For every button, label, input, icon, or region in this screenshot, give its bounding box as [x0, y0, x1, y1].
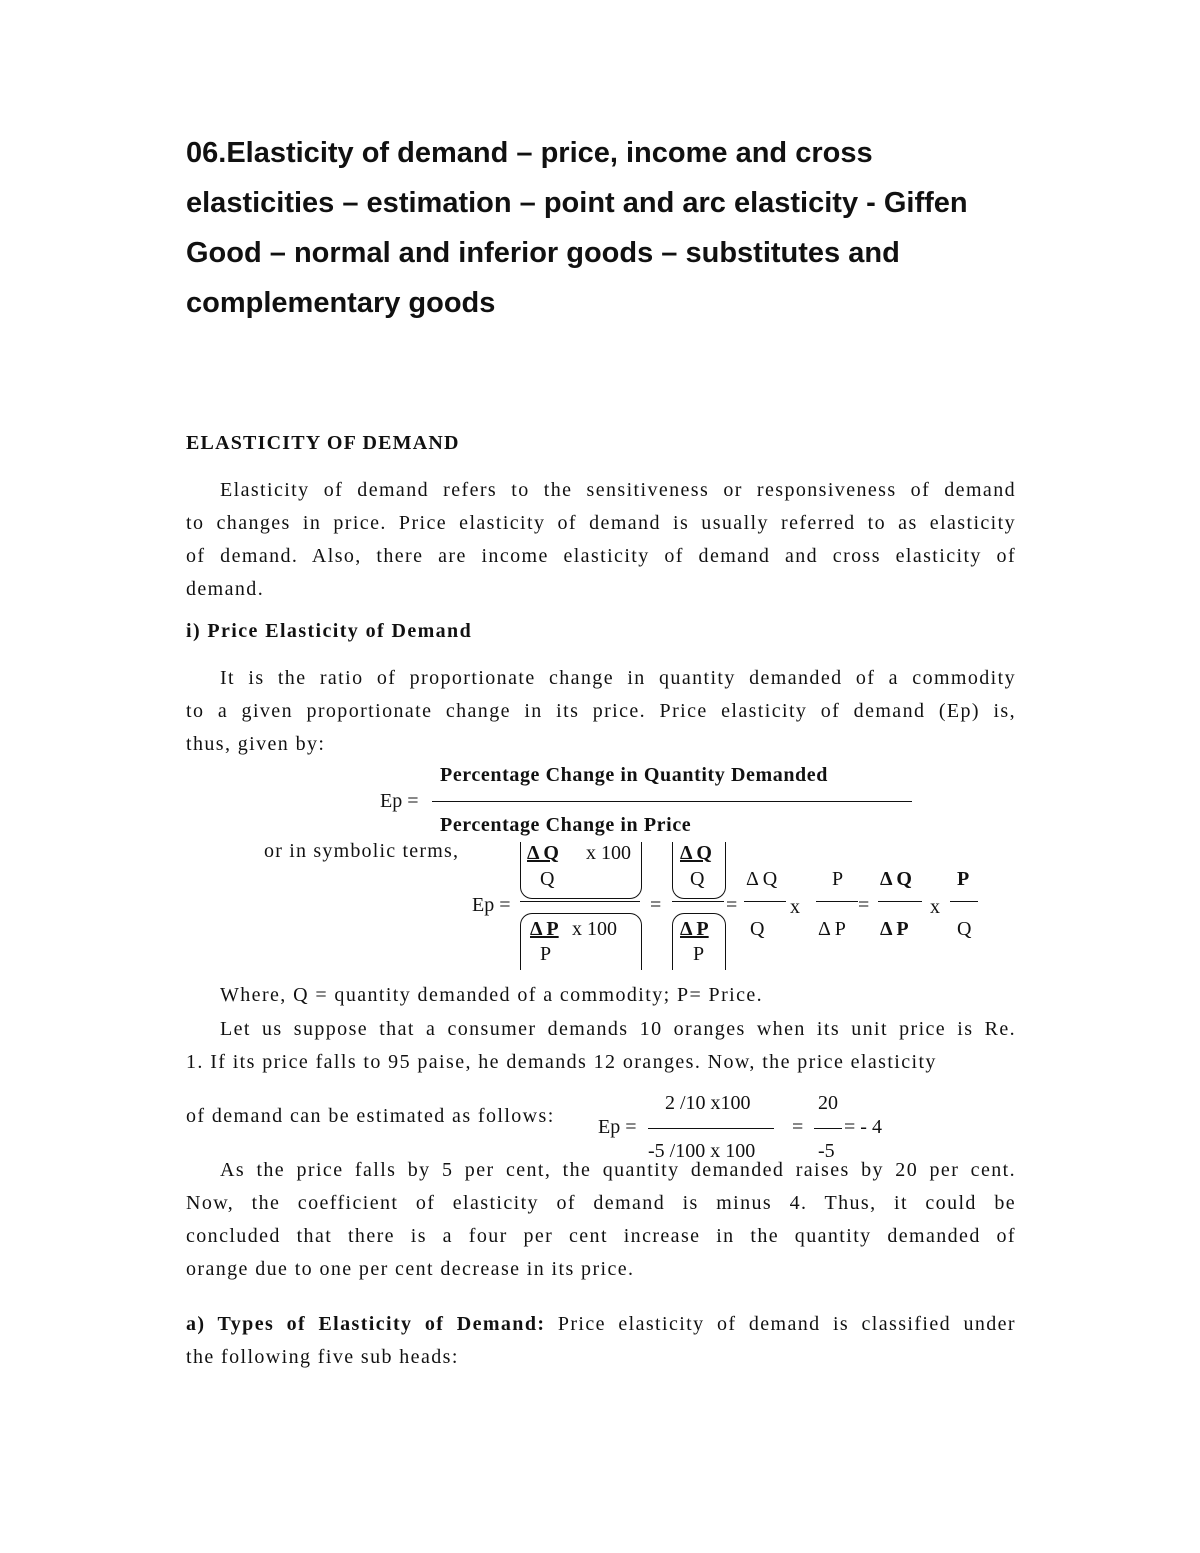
text-line: demand. [186, 578, 265, 600]
term-text: Q [690, 868, 705, 890]
term-text: Δ P [880, 918, 909, 940]
equals-sign: = [650, 894, 662, 916]
term-text: Q [540, 868, 555, 890]
formula-denominator: -5 /100 x 100 [648, 1140, 756, 1162]
formula-lhs: Ep = [598, 1116, 637, 1138]
page-title [186, 128, 1066, 328]
text-line: of demand. Also, there are income elasticity of demand and cross elasticity of [186, 545, 1016, 567]
term-text: Δ P [680, 918, 709, 940]
types-paragraph [186, 1308, 1016, 1374]
fraction-line [432, 801, 912, 802]
text-line: the following five sub heads: [186, 1346, 459, 1368]
term-text: Δ P [530, 918, 559, 940]
fraction-line [816, 901, 858, 902]
title-line: 06.Elasticity of demand – price, income and cross [186, 137, 873, 169]
text-line: to a given proportionate change in its price. Price elasticity of demand (Ep) is, [186, 700, 1016, 722]
text-line: 1. If its price falls to 95 paise, he demands 12 oranges. Now, the price elasticity [186, 1051, 937, 1073]
fraction-line [744, 901, 786, 902]
fraction-line [814, 1128, 842, 1129]
fraction-line [648, 1128, 774, 1129]
sub-heading: i) Price Elasticity of Demand [186, 620, 473, 642]
text-line: concluded that there is a four per cent increase in the quantity demanded of [186, 1225, 1016, 1247]
term-text: P [693, 943, 705, 965]
formula-intro: or in symbolic terms, [264, 840, 460, 862]
fraction-line [520, 901, 640, 902]
term-text: Δ P [818, 918, 846, 940]
conclusion-paragraph [186, 1154, 1016, 1286]
text-line: orange due to one per cent decrease in its price. [186, 1258, 635, 1280]
title-line: Good – normal and inferior goods – substitutes and [186, 237, 900, 269]
term-text: Δ Q [527, 842, 559, 864]
title-line: elasticities – estimation – point and arc elasticity - Giffen [186, 187, 968, 219]
times-sign: x [790, 896, 800, 918]
text-line: Now, the coefficient of elasticity of demand is minus 4. Thus, it could be [186, 1192, 1016, 1214]
equals-sign: = [792, 1116, 804, 1138]
term-text: P [540, 943, 552, 965]
fraction-line [950, 901, 978, 902]
example-paragraph [186, 1013, 1016, 1079]
fraction-line [672, 901, 724, 902]
title-line: complementary goods [186, 287, 496, 319]
equals-sign: = [858, 894, 870, 916]
formula-result: = - 4 [844, 1116, 882, 1138]
text-line: of demand can be estimated as follows: [186, 1105, 555, 1127]
formula-lhs: Ep = [380, 790, 419, 812]
text-line: to changes in price. Price elasticity of demand is usually referred to as elasticity [186, 512, 1016, 534]
formula-numerator: 2 /10 x100 [665, 1092, 751, 1114]
term-text: x 100 [586, 842, 631, 864]
formula-lhs: Ep = [472, 894, 511, 916]
equals-sign: = [726, 894, 738, 916]
formula-numerator: 20 [818, 1092, 838, 1114]
formula-denominator: -5 [818, 1140, 835, 1162]
term-text: Q [957, 918, 972, 940]
text-line: It is the ratio of proportionate change in quantity demanded of a commodity [220, 667, 1016, 689]
times-sign: x [930, 896, 940, 918]
where-text: Where, Q = quantity demanded of a commodity; P= Price. [220, 984, 764, 1006]
intro-paragraph [186, 474, 1016, 606]
formula-numerator: Percentage Change in Quantity Demanded [440, 764, 828, 786]
fraction-line [878, 901, 922, 902]
term-text: Δ Q [880, 868, 912, 890]
text-line: Elasticity of demand refers to the sensitiveness or responsiveness of demand [220, 479, 1016, 501]
text-line: thus, given by: [186, 733, 326, 755]
term-text: Δ Q [680, 842, 712, 864]
types-label: a) Types of Elasticity of Demand: [186, 1313, 546, 1335]
term-text: Δ Q [746, 868, 778, 890]
text-line: As the price falls by 5 per cent, the quantity demanded raises by 20 per cent. [220, 1159, 1016, 1181]
term-text: Q [750, 918, 765, 940]
term-text: P [957, 868, 970, 890]
text-line [186, 1308, 1016, 1341]
ped-paragraph [186, 662, 1016, 761]
term-text: x 100 [572, 918, 617, 940]
text-line: Let us suppose that a consumer demands 10 oranges when its unit price is Re. [220, 1018, 1016, 1040]
types-text: Price elasticity of demand is classified under [545, 1313, 1016, 1335]
formula-denominator: Percentage Change in Price [440, 814, 692, 836]
term-text: P [832, 868, 844, 890]
section-heading: ELASTICITY OF DEMAND [186, 432, 460, 454]
